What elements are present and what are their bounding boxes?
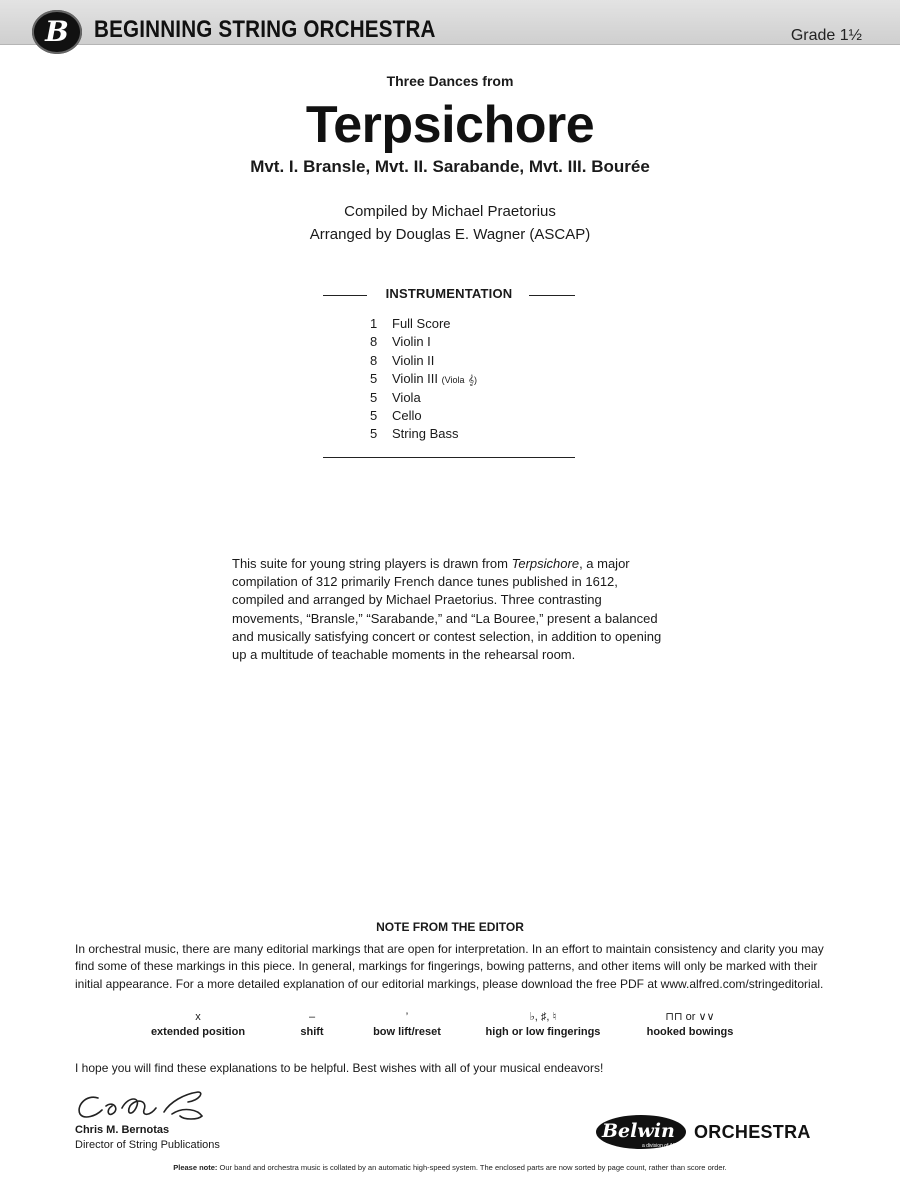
instrumentation-bottom-rule [323, 457, 575, 458]
marking-symbol: ♭, ♯, ♮ [529, 1011, 557, 1023]
list-item [370, 389, 477, 407]
series-logo-letter: B [45, 15, 69, 48]
marking-symbol: x [195, 1011, 201, 1023]
part-quantity: 5 [370, 407, 378, 423]
part-quantity: 8 [370, 352, 378, 368]
treble-clef-icon: 𝄞 [468, 375, 475, 387]
publisher-logo [596, 1113, 836, 1151]
list-item [370, 315, 477, 333]
signer-name: Chris M. Bernotas [75, 1124, 170, 1136]
marking-shift [290, 1010, 334, 1038]
marking-label: hooked bowings [646, 1026, 734, 1038]
instrumentation-heading [323, 285, 575, 305]
marking-fingerings [478, 1010, 608, 1038]
part-quantity: 5 [370, 426, 378, 442]
description-text-end: , a major compilation of 312 primarily French dance tunes published in 1612, compiled and arranged by Michael Praetorius. Three contrasting movements, “Bransle,” “Sarabande,” and “La Bouree,” present a balanced and musically satisfying concert or contest selection, in addition to opening up a multitude of teachable moments in the rehearsal room. [232, 556, 662, 663]
part-quantity: 8 [370, 334, 378, 350]
editor-closing-line: I hope you will find these explanations to be helpful. Best wishes with all of your musical endeavors! [75, 1061, 604, 1075]
series-logo [32, 10, 82, 54]
movements-subtitle: Mvt. I. Bransle, Mvt. II. Sarabande, Mvt. III. Bourée [250, 157, 650, 176]
compiler-credit: Compiled by Michael Praetorius [344, 203, 556, 220]
list-item [370, 425, 477, 443]
marking-symbol: ’ [405, 1011, 409, 1023]
heading-rule-right [529, 295, 575, 296]
series-title: BEGINNING STRING ORCHESTRA [94, 16, 436, 43]
marking-label: extended position [150, 1026, 246, 1038]
footnote-label: Please note: [173, 1163, 218, 1172]
heading-rule-left [323, 295, 367, 296]
footnote-text: Our band and orchestra music is collated by an automatic high-speed system. The enclosed parts are now sorted by page count, rather than score order. [217, 1163, 727, 1172]
instrumentation-list [370, 315, 477, 444]
marking-label: high or low fingerings [485, 1026, 601, 1038]
description-text-start: This suite for young string players is drawn from [232, 556, 512, 571]
marking-hooked-bowings [640, 1010, 740, 1038]
collation-footnote [0, 1163, 900, 1172]
part-name: Full Score [392, 316, 451, 331]
marking-symbol: ⊓⊓ or ∨∨ [665, 1011, 715, 1023]
marking-label: bow lift/reset [373, 1026, 441, 1038]
instrumentation-title: INSTRUMENTATION [385, 286, 513, 301]
publisher-logo-script: Belwin [602, 1120, 675, 1142]
marking-extended-position [148, 1010, 248, 1038]
signature-image [72, 1088, 222, 1124]
signer-title: Director of String Publications [75, 1139, 220, 1151]
list-item [370, 407, 477, 425]
part-quantity: 5 [370, 371, 378, 387]
marking-symbol: – [308, 1011, 316, 1023]
publisher-logo-word: ORCHESTRA [694, 1122, 811, 1142]
note-close-paren: ) [474, 375, 478, 386]
part-quantity: 5 [370, 389, 378, 405]
list-item [370, 352, 477, 370]
arranger-credit: Arranged by Douglas E. Wagner (ASCAP) [309, 226, 591, 243]
page-title: Terpsichore [305, 96, 595, 154]
grade-label: Grade 1½ [790, 27, 862, 44]
editor-note-heading: NOTE FROM THE EDITOR [376, 920, 524, 934]
part-name: Violin III [392, 371, 439, 387]
part-name: Cello [392, 407, 422, 423]
publisher-logo-sub: a division of Alfred [642, 1143, 683, 1149]
editor-note-body: In orchestral music, there are many editorial markings that are open for interpretation. In an effort to maintain consistency and clarity you may find some of these markings in this piece. In general, markings for fingerings, bowing patterns, and other items will only be marked with their initial appearance. For a more detailed explanation of our editorial markings, please download the free PDF at www.alfred.com/stringeditorial. [75, 942, 824, 991]
description-italic-title: Terpsichore [511, 556, 580, 571]
suite-description [232, 555, 672, 664]
marking-label: shift [300, 1026, 324, 1038]
list-item [370, 370, 477, 388]
marking-bow-lift [360, 1010, 454, 1038]
part-note: (Viola [441, 375, 465, 386]
list-item [370, 333, 477, 351]
part-quantity: 1 [370, 316, 378, 331]
part-name: Violin I [392, 334, 431, 350]
pre-title: Three Dances from [386, 73, 514, 89]
part-name: Violin II [392, 352, 435, 368]
part-name: String Bass [392, 426, 459, 442]
part-name: Viola [392, 389, 421, 405]
